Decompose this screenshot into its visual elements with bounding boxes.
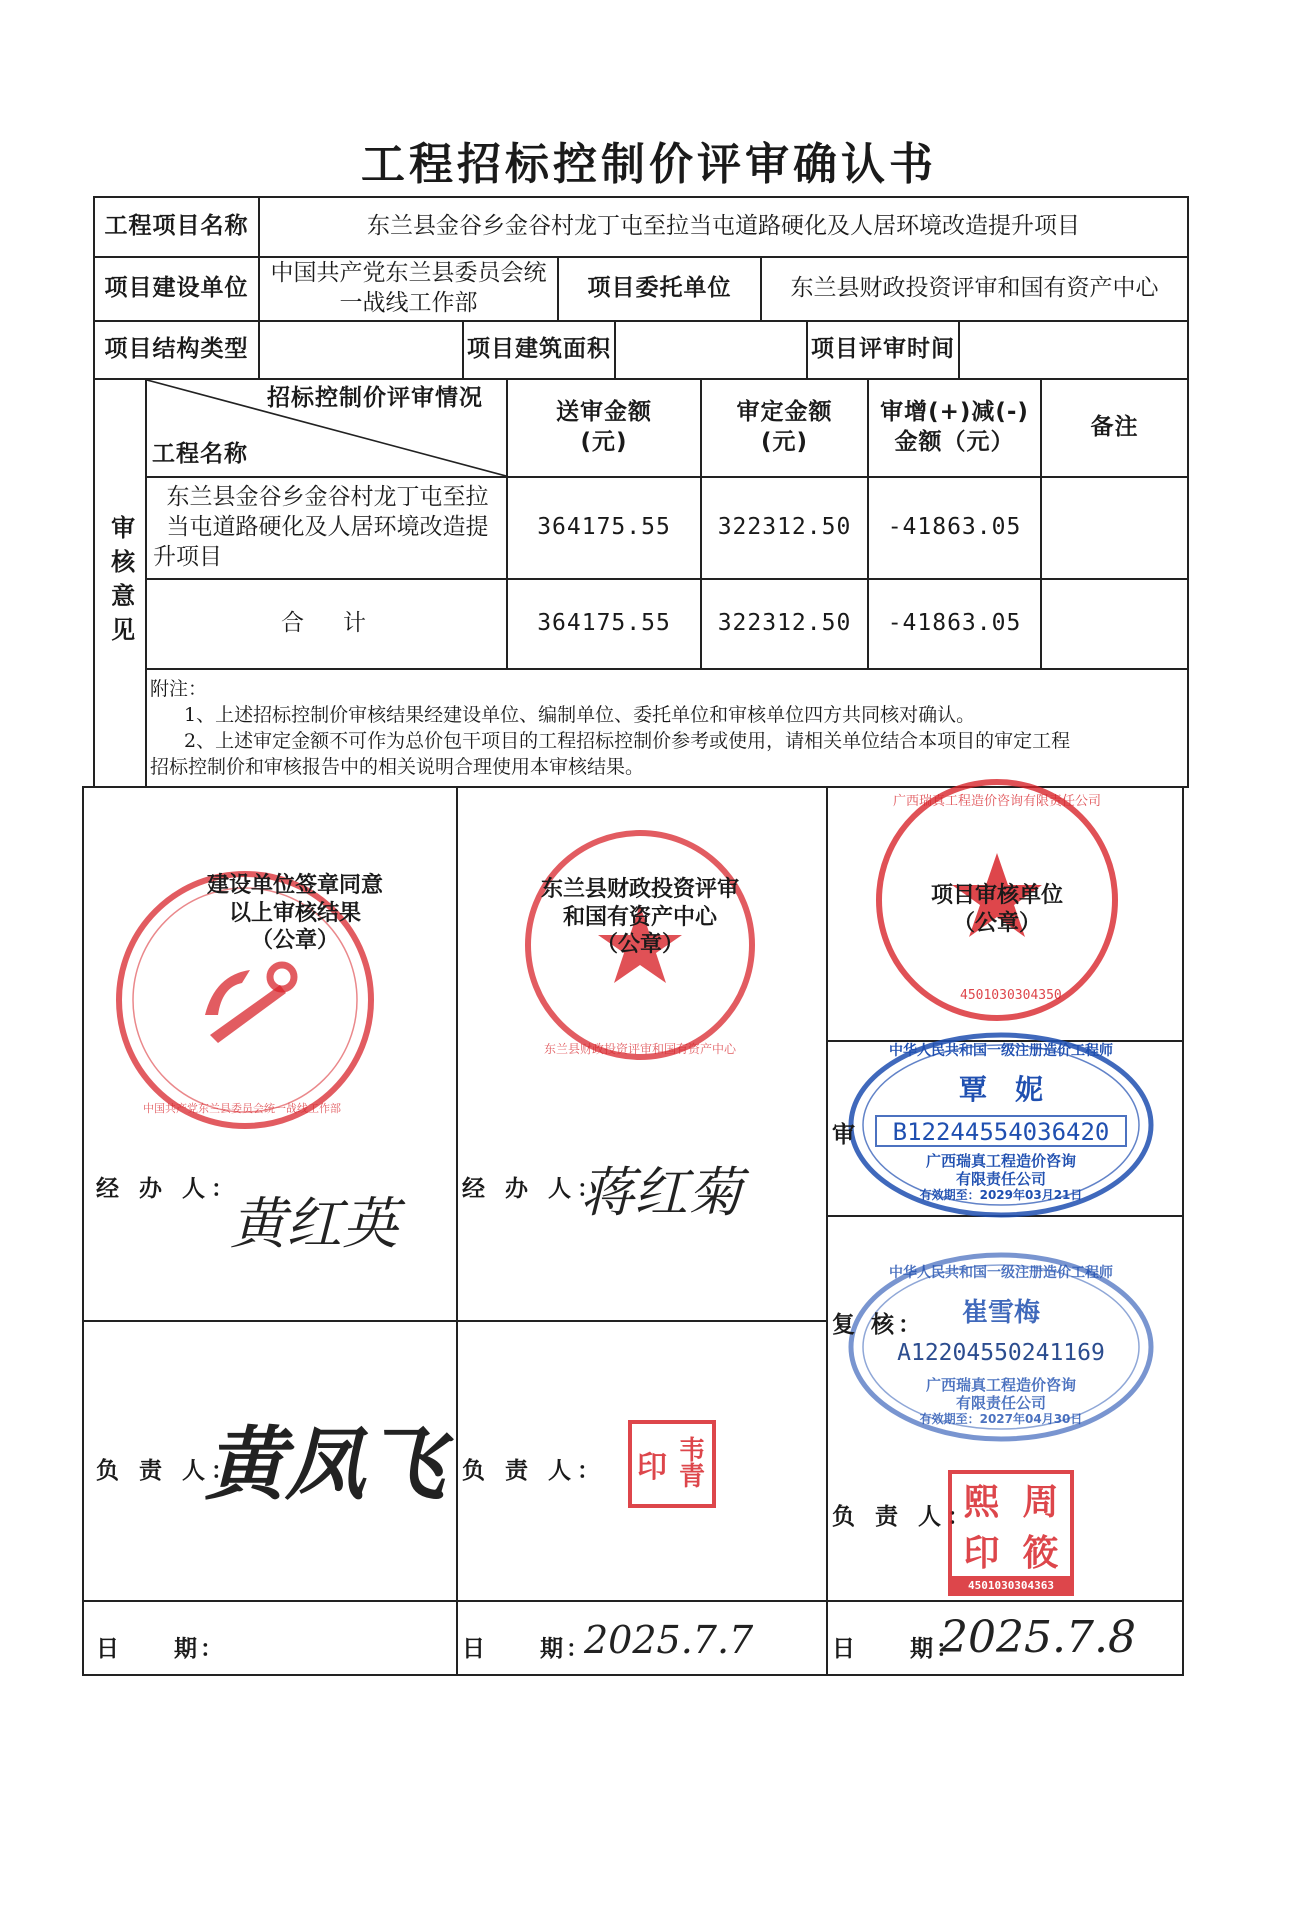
stamp-zhou-l2: 周 (1022, 1481, 1059, 1523)
company-seal-text: 广西瑞真工程造价咨询有限责任公司 (892, 794, 1101, 809)
col3-seal-caption (872, 882, 1122, 937)
area-label: 项目建筑面积 (467, 336, 611, 363)
cert2-company-l1: 广西瑞真工程造价咨询 (925, 1376, 1076, 1394)
handler2-signature: 蒋红菊 (580, 1161, 742, 1224)
col-approved-l1: 审定金额 (736, 399, 833, 426)
cert2-name: 崔雪梅 (961, 1298, 1040, 1328)
col3-caption-l1: 项目审核单位 (930, 883, 1063, 908)
date-label-3: 日 期： (832, 1636, 962, 1662)
entrust-label: 项目委托单位 (587, 275, 732, 302)
handler-label: 经 办 人： (96, 1176, 241, 1202)
head2-label: 负 责 人： (462, 1458, 607, 1484)
col-submitted-l1: 送审金额 (556, 399, 652, 426)
head-label: 负 责 人： (96, 1458, 241, 1484)
col1-caption-l3: （公章） (250, 928, 339, 953)
col-submitted-l2: (元) (580, 429, 628, 455)
date-value-2: 2025.7.7 (584, 1618, 754, 1662)
col-submitted-header (508, 380, 700, 476)
table-row-name (149, 478, 506, 578)
stamp-wei-qing-name (672, 1424, 712, 1504)
cert1-header: 中华人民共和国一级注册造价工程师 (889, 1043, 1113, 1059)
col1-caption-l2: 以上审核结果 (228, 900, 361, 926)
stamp-zhou-number: 4501030304363 (952, 1576, 1070, 1594)
diag-bottom-label: 工程名称 (152, 441, 248, 468)
structure-label: 项目结构类型 (104, 336, 249, 363)
col2-caption-l1: 东兰县财政投资评审 (540, 877, 739, 902)
note-2-line1: 2、上述审定金额不可作为总价包干项目的工程招标控制价参考或使用，请相关单位结合本项目的审定工程 (184, 730, 1071, 752)
col2-seal-caption (520, 876, 760, 959)
review-side-label (95, 380, 145, 786)
stamp-zhou-l4: 筱 (1022, 1532, 1059, 1574)
col-diff-l2: 金额（元） (894, 429, 1015, 455)
head1-signature: 黄凤飞 (205, 1417, 445, 1511)
builder-value (260, 258, 557, 320)
total-approved: 322312.50 (717, 610, 852, 637)
cert1-valid: 有效期至：2029年03月21日 (919, 1188, 1083, 1202)
cert2-company (870, 1376, 1132, 1426)
date-value-3: 2025.7.8 (940, 1612, 1136, 1663)
col3-caption-l2: （公章） (952, 910, 1041, 936)
head3-label: 负 责 人： (832, 1504, 977, 1530)
row-diff: -41863.05 (887, 514, 1022, 541)
cert2-number: A12204550241169 (897, 1340, 1105, 1366)
builder-value-line1: 中国共产党东兰县委员会统 (270, 260, 547, 287)
total-submitted: 364175.55 (537, 610, 671, 637)
auditor-label: 审 (832, 1122, 861, 1148)
project-name-label: 工程项目名称 (104, 213, 249, 240)
row-name-l1: 东兰县金谷乡金谷村龙丁屯至拉 (166, 484, 489, 511)
col2-caption-l3: （公章） (595, 932, 684, 957)
builder-label: 项目建设单位 (104, 275, 249, 302)
review-time-label: 项目评审时间 (811, 336, 955, 363)
col2-caption-l2: 和国有资产中心 (562, 904, 717, 930)
cert1-company-l1: 广西瑞真工程造价咨询 (925, 1152, 1076, 1170)
row-name-l2: 当屯道路硬化及人居环境改造提 (166, 514, 489, 541)
stamp-zhou-l3: 印 (963, 1532, 1000, 1574)
col-remark-header: 备注 (1090, 414, 1139, 441)
entrust-value: 东兰县财政投资评审和国有资产中心 (790, 275, 1159, 302)
stamp-zhou-xiao (948, 1470, 1074, 1596)
project-name-value: 东兰县金谷乡金谷村龙丁屯至拉当屯道路硬化及人居环境改造提升项目 (367, 213, 1080, 240)
total-label: 合 计 (281, 610, 374, 637)
rechecker-label: 复 核： (832, 1312, 926, 1338)
date-label-2: 日 期： (462, 1636, 592, 1662)
row-approved: 322312.50 (717, 514, 852, 541)
company-seal-number: 4501030304350 (960, 988, 1062, 1003)
total-diff: -41863.05 (887, 610, 1022, 637)
cert2-valid: 有效期至：2027年04月30日 (919, 1412, 1083, 1426)
review-side-text: 审核意见 (106, 515, 135, 651)
party-seal-text: 中国共产党东兰县委员会统一战线工作部 (143, 1102, 341, 1115)
note-1: 1、上述招标控制价审核结果经建设单位、编制单位、委托单位和审核单位四方共同核对确认。 (184, 704, 976, 726)
date-label-1: 日 期： (96, 1636, 226, 1662)
row-name-l3: 升项目 (153, 543, 222, 570)
note-2-line2: 招标控制价和审核报告中的相关说明合理使用本审核结果。 (150, 756, 645, 778)
cert1-number: B12244554036420 (892, 1118, 1110, 1146)
cert2-header: 中华人民共和国一级注册造价工程师 (889, 1265, 1113, 1281)
handler1-signature: 黄红英 (230, 1192, 398, 1257)
col-diff-l1: 审增(+)减(-) (880, 399, 1029, 426)
cert1-company (870, 1152, 1132, 1202)
stamp-wei-qing-l1: 韦 (678, 1436, 705, 1466)
col-diff-header (869, 380, 1040, 476)
stamp-wei-qing-yin: 印 (637, 1450, 667, 1485)
col-approved-l2: (元) (760, 429, 809, 455)
notes-title: 附注： (150, 678, 208, 700)
cert1-company-l2: 有限责任公司 (955, 1170, 1046, 1188)
row-submitted: 364175.55 (537, 514, 671, 541)
cert1-name: 覃 妮 (958, 1073, 1043, 1106)
col1-caption-l1: 建设单位签章同意 (206, 873, 383, 898)
diag-top-label: 招标控制价评审情况 (267, 385, 483, 412)
cert2-company-l2: 有限责任公司 (955, 1394, 1046, 1412)
col-approved-header (702, 380, 867, 476)
stamp-wei-qing-l2: 青 (678, 1462, 705, 1492)
handler2-label: 经 办 人： (462, 1176, 607, 1202)
stamp-zhou-l1: 熙 (963, 1481, 1000, 1523)
builder-value-line2: 一战线工作部 (339, 290, 478, 316)
stamp-wei-qing (628, 1420, 716, 1508)
page-title: 工程招标控制价评审确认书 (361, 139, 937, 190)
col1-seal-caption (160, 872, 430, 955)
finance-seal-text: 东兰县财政投资评审和国有资产中心 (543, 1042, 736, 1056)
